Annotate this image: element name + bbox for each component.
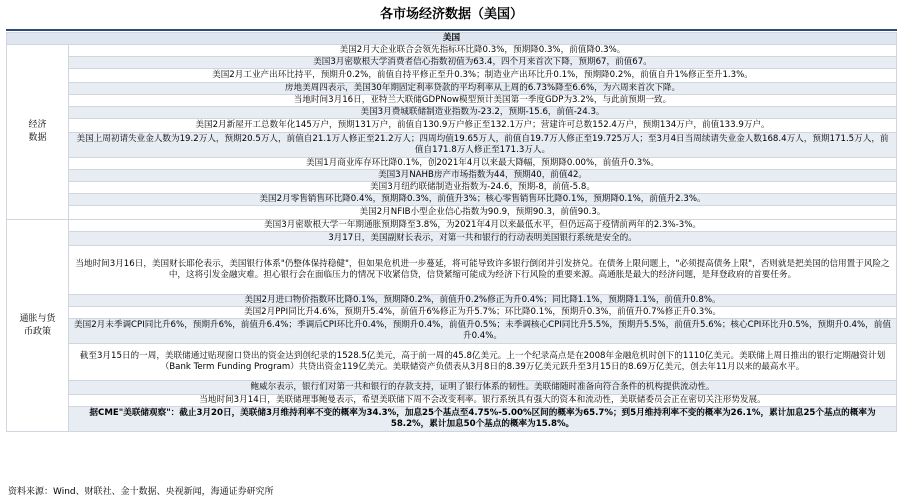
category-cell: 通胀与货 币政策 [7,220,69,432]
title-divider [6,29,897,31]
news-item-cell: 美国2月进口物价指数环比降0.1%，预期降0.2%，前值升0.2%修正为升0.4%；同比降1.1%，预期降1.1%，前值升0.8%。 [69,295,897,307]
news-item-cell: 美国2月新屋开工总数年化145万户，预期131万户，前值自130.9万户修正至132.1万户；营建许可总数152.4万户，预期134万户，前值133.9万户。 [69,119,897,133]
news-item-cell: 截至3月15日的一周，美联储通过贴现窗口贷出的资金达到创纪录的1528.5亿美元，高于前一周的45.8亿美元。上一个纪录高点是在2008年金融危机时创下的1110亿美元。美联储上周日推出的银行定期融资计划（Bank Term Funding Program）共贷出资金119亿美元。美联储资产负债表从3月8日的8.39万亿美元跃升至3月15日的8.69万亿美元，创去年11月以来的最高水平。 [69,344,897,381]
news-item-cell: 美国上周初请失业金人数为19.2万人，预期20.5万人，前值自21.1万人修正至21.2万人；四周均值19.65万人，前值自19.7万人修正至19.725万人；至3月4日当周续请失业金人数168.4万人，预期171.5万人，前值自171.8万人修正至171.3万人。 [69,133,897,158]
page-title: 各市场经济数据（美国） [379,7,523,22]
table-row [7,170,897,182]
table-row [7,319,897,344]
table-row [7,95,897,107]
table-row [7,381,897,395]
table-row [7,45,897,57]
table-row [7,395,897,407]
news-item-cell: 美国3月费城联储制造业指数为-23.2，预期-15.6，前值-24.3。 [69,107,897,119]
news-item-cell: 美国3月纽约联储制造业指数为-24.6，预期-8，前值-5.8。 [69,182,897,194]
table-row [7,83,897,95]
news-item-cell: 当地时间3月16日，亚特兰大联储GDPNow模型预计美国第一季度GDP为3.2%，与此前预期一致。 [69,95,897,107]
table-row [7,307,897,319]
table-row [7,194,897,206]
table-header-row [7,33,897,45]
news-item-cell: 美国3月密歇根大学一年期通胀预期降至3.8%，为2021年4月以来最低水平，但仍远高于疫情前两年的2.3%-3%。 [69,220,897,232]
news-item-cell: 当地时间3月14日，美联储理事鲍曼表示，希望美联储下周不会改变利率。银行系统具有强大的资本和流动性，美联储委员会正在密切关注形势发展。 [69,395,897,407]
table-row [7,133,897,158]
news-item-cell: 房地美周四表示，美国30年期固定利率贷款的平均利率从上周的6.73%降至6.6%，为六周来首次下降。 [69,83,897,95]
table-row [7,182,897,194]
table-row [7,407,897,432]
news-item-cell: 美国2月未季调CPI同比升6%，预期升6%，前值升6.4%；季调后CPI环比升0.4%，预期升0.4%，前值升0.5%；未季调核心CPI同比升5.5%，预期升5.5%，前值升5.6%；核心CPI环比升0.5%，预期升0.4%，前值升0.4%。 [69,319,897,344]
category-cell: 经济 数据 [7,45,69,220]
news-item-cell: 美国2月工业产出环比持平，预期升0.2%，前值自持平修正至升0.3%；制造业产出环比升0.1%，预期降0.2%，前值自升1%修正至升1.3%。 [69,69,897,83]
table-row [7,69,897,83]
news-item-cell: 3月17日，美国副财长表示，对第一共和银行的行动表明美国银行系统是安全的。 [69,232,897,246]
table-row [7,295,897,307]
table-row [7,206,897,220]
table-row [7,246,897,295]
news-item-cell: 美国3月密歇根大学消费者信心指数初值为63.4，四个月来首次下降，预期67，前值67。 [69,57,897,69]
news-item-cell: 据CME"美联储观察"：截止3月20日，美联储3月维持利率不变的概率为34.3%，加息25个基点至4.75%-5.00%区间的概率为65.7%；到5月维持利率不变的概率为26.1%，累计加息25个基点的概率为58.2%，累计加息50个基点的概率为15.8%。 [69,407,897,432]
news-item-cell: 美国2月零售销售环比降0.4%，预期降0.3%，前值升3%；核心零售销售环比降0.1%，预期降0.1%，前值升2.3%。 [69,194,897,206]
table-row [7,232,897,246]
table-row [7,119,897,133]
us-economic-data-table [6,32,897,432]
table-header-cell: 美国 [7,33,897,45]
table-row [7,107,897,119]
table-row [7,57,897,69]
table-row [7,344,897,381]
table-row [7,220,897,232]
table-row [7,158,897,170]
source-note: 资料来源：Wind、财联社、金十数据、央视新闻，海通证券研究所 [8,487,274,497]
news-item-cell: 美国3月NAHB房产市场指数为44，预期40，前值42。 [69,170,897,182]
news-item-cell: 当地时间3月16日，美国财长耶伦表示，美国银行体系"仍整体保持稳健"，但如果危机进一步蔓延，将可能导致许多银行倒闭并引发挤兑。在债务上限问题上，"必须提高债务上限"，否则就是把美国的信用置于风险之中，这将引发金融灾难。担心银行会在面临压力的情况下收紧信贷，信贷紧缩可能成为经济下行风险的重要来源。高通胀是最大的经济问题，是拜登政府的首要任务。 [69,246,897,295]
news-item-cell: 美国2月NFIB小型企业信心指数为90.9，预期90.3，前值90.3。 [69,206,897,220]
news-item-cell: 美国1月商业库存环比降0.1%，创2021年4月以来最大降幅，预期降0.00%，前值升0.3%。 [69,158,897,170]
news-item-cell: 鲍威尔表示，银行们对第一共和银行的存款支持，证明了银行体系的韧性。美联储随时准备向符合条件的机构提供流动性。 [69,381,897,395]
news-item-cell: 美国2月PPI同比升4.6%，预期升5.4%，前值升6%修正为升5.7%；环比降0.1%，预期升0.3%，前值升0.7%修正升0.3%。 [69,307,897,319]
news-item-cell: 美国2月大企业联合会领先指标环比降0.3%，预期降0.3%，前值降0.3%。 [69,45,897,57]
